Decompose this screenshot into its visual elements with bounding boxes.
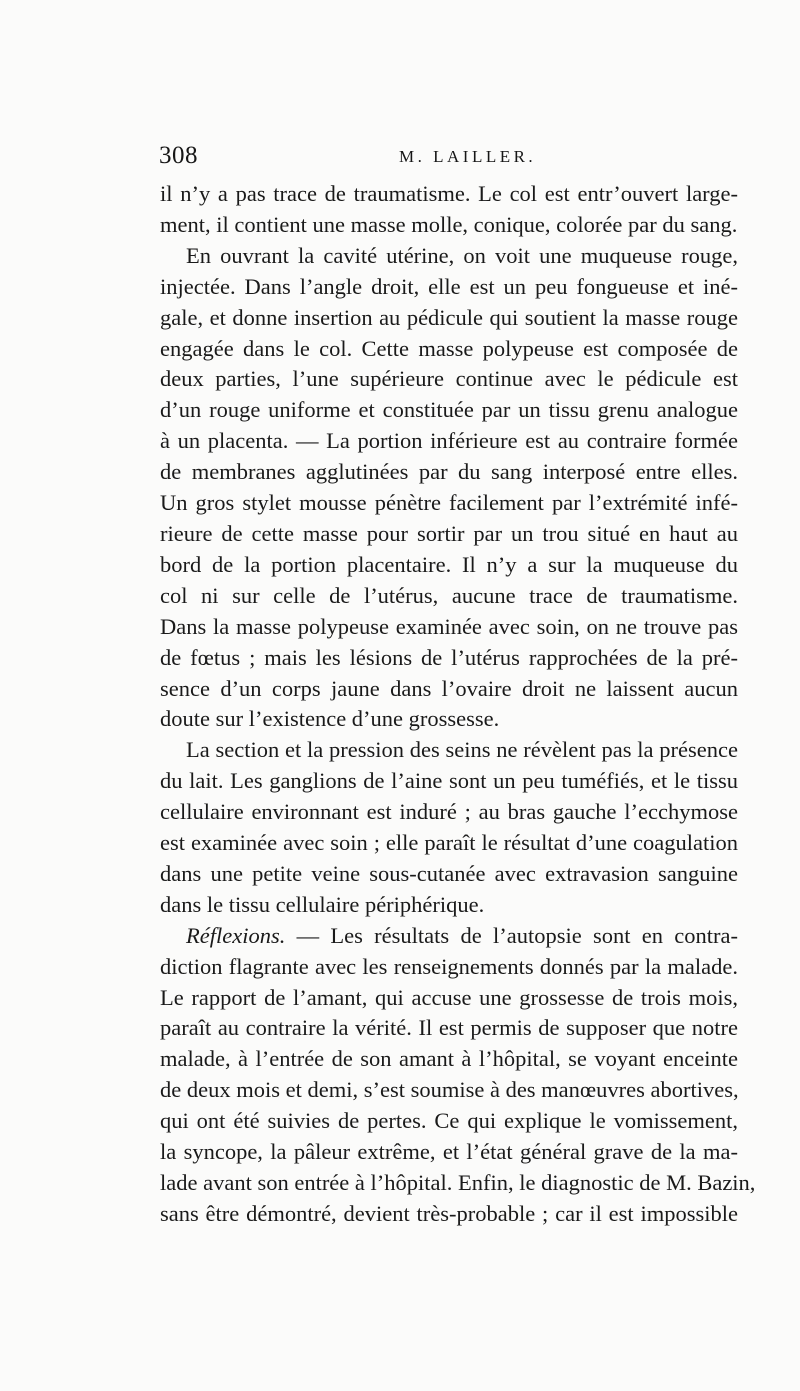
text-line: du lait. Les ganglions de l’aine sont un peu tuméfiés, et le tissu (160, 768, 738, 794)
paragraph (160, 179, 738, 241)
text-line: bord de la portion placentaire. Il n’y a sur la muqueuse du (160, 551, 738, 577)
running-head: M. LAILLER. (399, 147, 537, 166)
text-line: il n’y a pas trace de traumatisme. Le col est entr’ouvert large- (160, 181, 738, 206)
text-line: malade, à l’entrée de son amant à l’hôpital, se voyant enceinte (160, 1046, 738, 1072)
text-line: deux parties, l’une supérieure continue avec le pédicule est (160, 366, 738, 392)
text-line: paraît au contraire la vérité. Il est permis de supposer que notre (160, 1015, 738, 1041)
paragraphs (160, 179, 738, 921)
body-text (160, 179, 756, 1230)
reflexions-paragraph (160, 921, 756, 1230)
text-line: Dans la masse polypeuse examinée avec soin, on ne trouve pas (160, 613, 738, 639)
text-line: En ouvrant la cavité utérine, on voit une muqueuse rouge, (186, 242, 738, 268)
reflexions-first-line-text: — Les résultats de l’autopsie sont en contra- (285, 922, 738, 948)
text-line: col ni sur celle de l’utérus, aucune trace de traumatisme. (160, 582, 738, 608)
text-line: cellulaire environnant est induré ; au bras gauche l’ecchymose (160, 799, 738, 825)
text-line: diction flagrante avec les renseignements donnés par la malade. (160, 953, 738, 979)
text-line: doute sur l’existence d’une grossesse. (160, 706, 500, 732)
text-line: gale, et donne insertion au pédicule qui soutient la masse rouge (160, 304, 738, 330)
text-line: Un gros stylet mousse pénètre facilement par l’extrémité infé- (160, 490, 738, 516)
text-line: qui ont été suivies de pertes. Ce qui explique le vomissement, (160, 1108, 738, 1134)
page-number: 308 (159, 142, 198, 169)
text-line: est examinée avec soin ; elle paraît le résultat d’une coagulation (160, 830, 738, 856)
text-line: ment, il contient une masse molle, conique, colorée par du sang. (160, 211, 738, 237)
text-line: à un placenta. — La portion inférieure est au contraire formée (160, 428, 738, 454)
text-line: dans une petite veine sous-cutanée avec extravasion sanguine (160, 860, 738, 886)
paragraph (160, 241, 738, 736)
text-line: la syncope, la pâleur extrême, et l’état général grave de la ma- (160, 1139, 738, 1165)
text-line: sence d’un corps jaune dans l’ovaire droit ne laissent aucun (160, 675, 738, 701)
text-line: rieure de cette masse pour sortir par un trou situé en haut au (160, 520, 738, 546)
text-line: injectée. Dans l’angle droit, elle est un peu fongueuse et iné- (160, 273, 738, 299)
page-header (159, 142, 739, 178)
text-line: de membranes agglutinées par du sang interposé entre elles. (160, 459, 738, 485)
reflexions-first-line (160, 921, 738, 952)
text-line: La section et la pression des seins ne révèlent pas la présence (186, 737, 738, 763)
reflexions-lines (160, 952, 756, 1230)
text-line: d’un rouge uniforme et constituée par un tissu grenu analogue (160, 397, 738, 423)
text-line: dans le tissu cellulaire périphérique. (160, 891, 485, 917)
text-line: lade avant son entrée à l’hôpital. Enfin, le diagnostic de M. Bazin, (160, 1170, 756, 1195)
text-line: engagée dans le col. Cette masse polypeuse est composée de (160, 335, 738, 361)
text-line: de deux mois et demi, s’est soumise à des manœuvres abortives, (160, 1077, 739, 1103)
reflexions-label: Réflexions. (186, 922, 286, 948)
text-line: Le rapport de l’amant, qui accuse une grossesse de trois mois, (160, 984, 738, 1010)
text-line: de fœtus ; mais les lésions de l’utérus rapprochées de la pré- (160, 644, 738, 670)
text-line: sans être démontré, devient très-probable ; car il est impossible (160, 1200, 738, 1226)
paragraph (160, 735, 738, 920)
